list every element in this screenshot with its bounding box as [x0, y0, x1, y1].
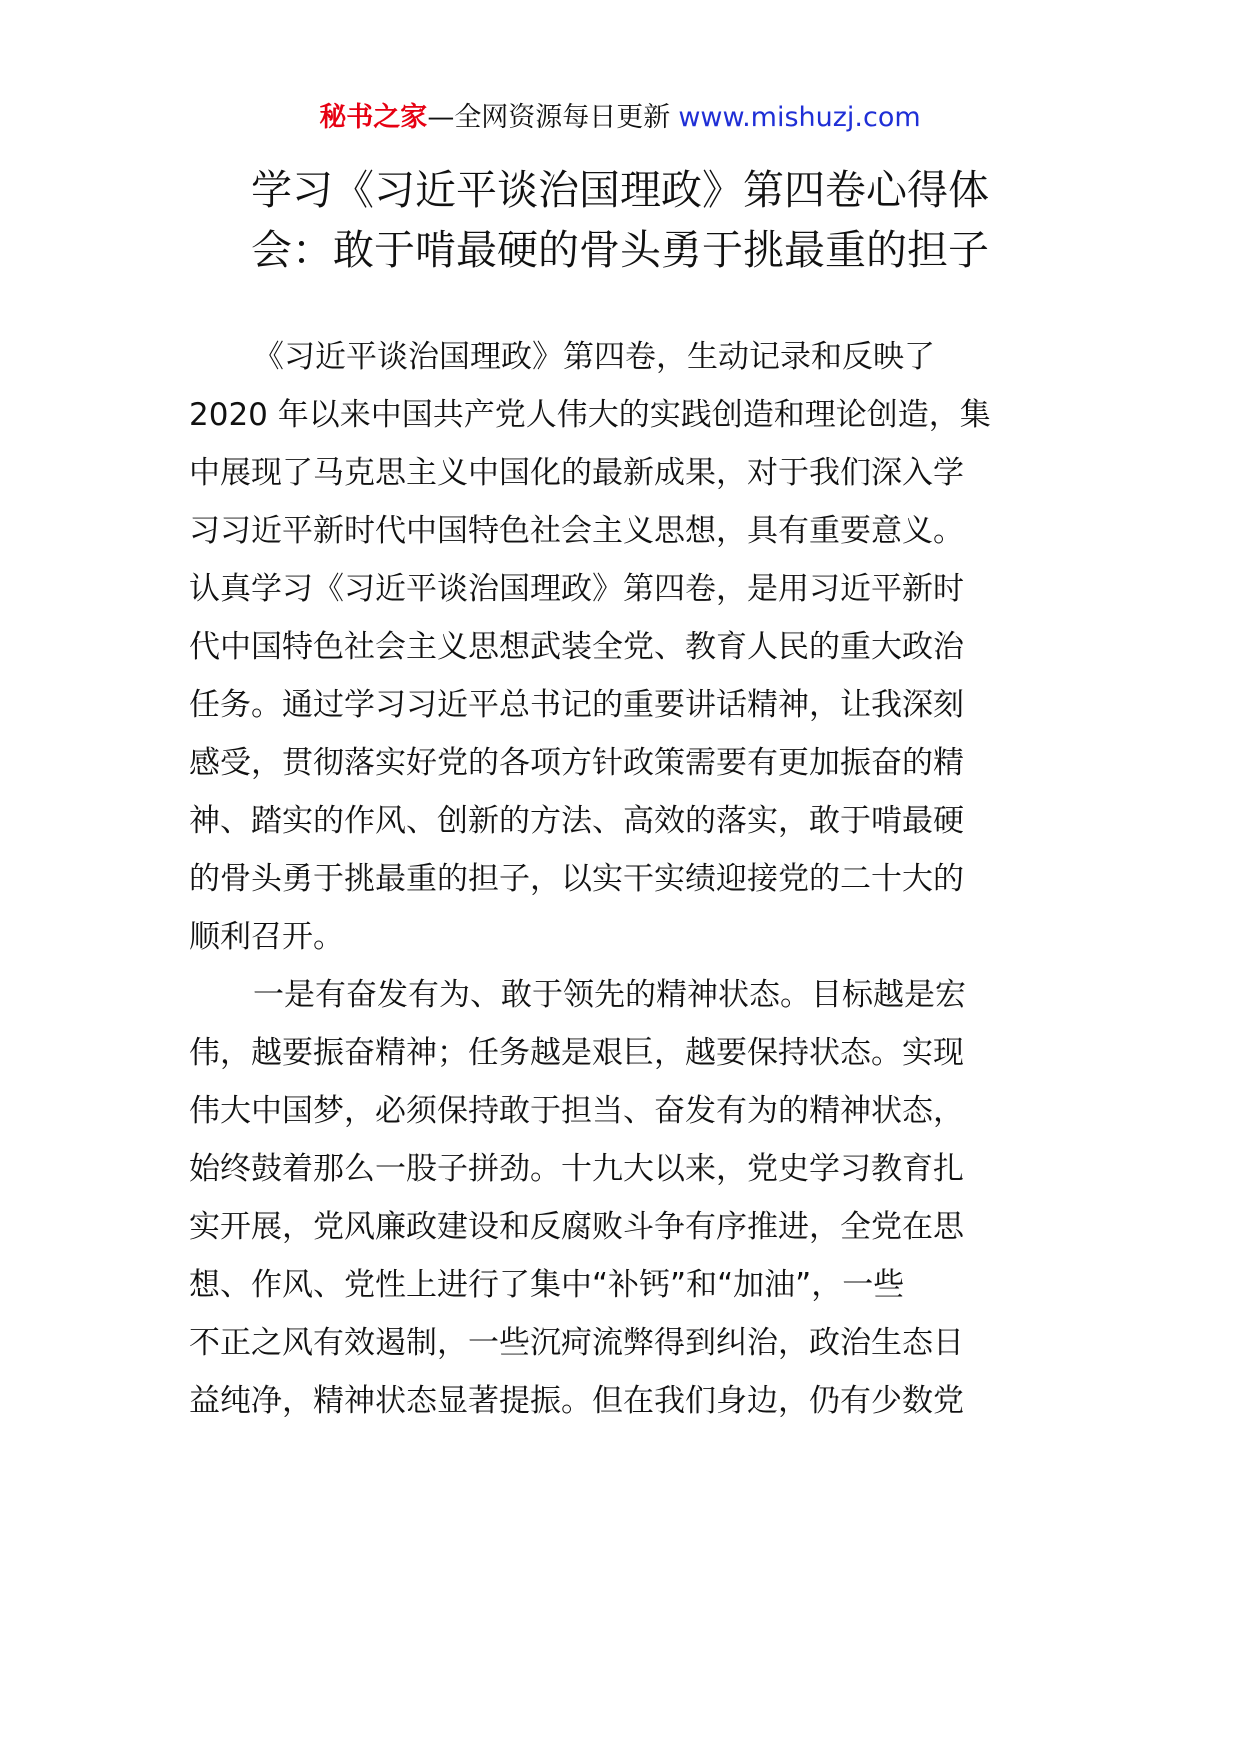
- site-header: [0, 98, 1240, 138]
- text-line: 中展现了马克思主义中国化的最新成果，对于我们深入学: [189, 455, 964, 491]
- header-tagline: —全网资源每日更新: [427, 102, 671, 133]
- title-line: 会：敢于啃最硬的骨头勇于挑最重的担子: [251, 226, 989, 274]
- text-line: 代中国特色社会主义思想武装全党、教育人民的重大政治: [189, 629, 964, 665]
- text-line: 的骨头勇于挑最重的担子，以实干实绩迎接党的二十大的: [189, 861, 964, 897]
- text-line: 伟大中国梦，必须保持敢于担当、奋发有为的精神状态，: [189, 1093, 964, 1129]
- text-line: 《习近平谈治国理政》第四卷，生动记录和反映了: [253, 339, 935, 375]
- text-line: 始终鼓着那么一股子拼劲。十九大以来，党史学习教育扎: [189, 1151, 964, 1187]
- text-line: 2020 年以来中国共产党人伟大的实践创造和理论创造，集: [189, 397, 991, 433]
- text-line: 任务。通过学习习近平总书记的重要讲话精神，让我深刻: [189, 687, 964, 723]
- site-url-link[interactable]: www.mishuzj.com: [678, 102, 921, 133]
- text-line: 一是有奋发有为、敢于领先的精神状态。目标越是宏: [253, 977, 966, 1013]
- text-line: 益纯净，精神状态显著提振。但在我们身边，仍有少数党: [189, 1383, 964, 1419]
- text-line: 想、作风、党性上进行了集中“补钙”和“加油”，一些: [189, 1267, 905, 1303]
- paragraph-point-one: [189, 966, 1053, 1430]
- document-body: [189, 328, 1053, 1430]
- text-line: 顺利召开。: [189, 919, 344, 955]
- paragraph-intro: [189, 328, 1053, 966]
- text-line: 认真学习《习近平谈治国理政》第四卷，是用习近平新时: [189, 571, 964, 607]
- brand-name: 秘书之家: [319, 102, 428, 133]
- text-line: 感受，贯彻落实好党的各项方针政策需要有更加振奋的精: [189, 745, 964, 781]
- text-line: 实开展，党风廉政建设和反腐败斗争有序推进，全党在思: [189, 1209, 964, 1245]
- text-line: 不正之风有效遏制，一些沉疴流弊得到纠治，政治生态日: [189, 1325, 964, 1361]
- text-line: 伟，越要振奋精神；任务越是艰巨，越要保持状态。实现: [189, 1035, 964, 1071]
- text-line: 神、踏实的作风、创新的方法、高效的落实，敢于啃最硬: [189, 803, 964, 839]
- text-line: 习习近平新时代中国特色社会主义思想，具有重要意义。: [189, 513, 964, 549]
- title-line: 学习《习近平谈治国理政》第四卷心得体: [251, 166, 989, 214]
- document-title: [190, 160, 1050, 280]
